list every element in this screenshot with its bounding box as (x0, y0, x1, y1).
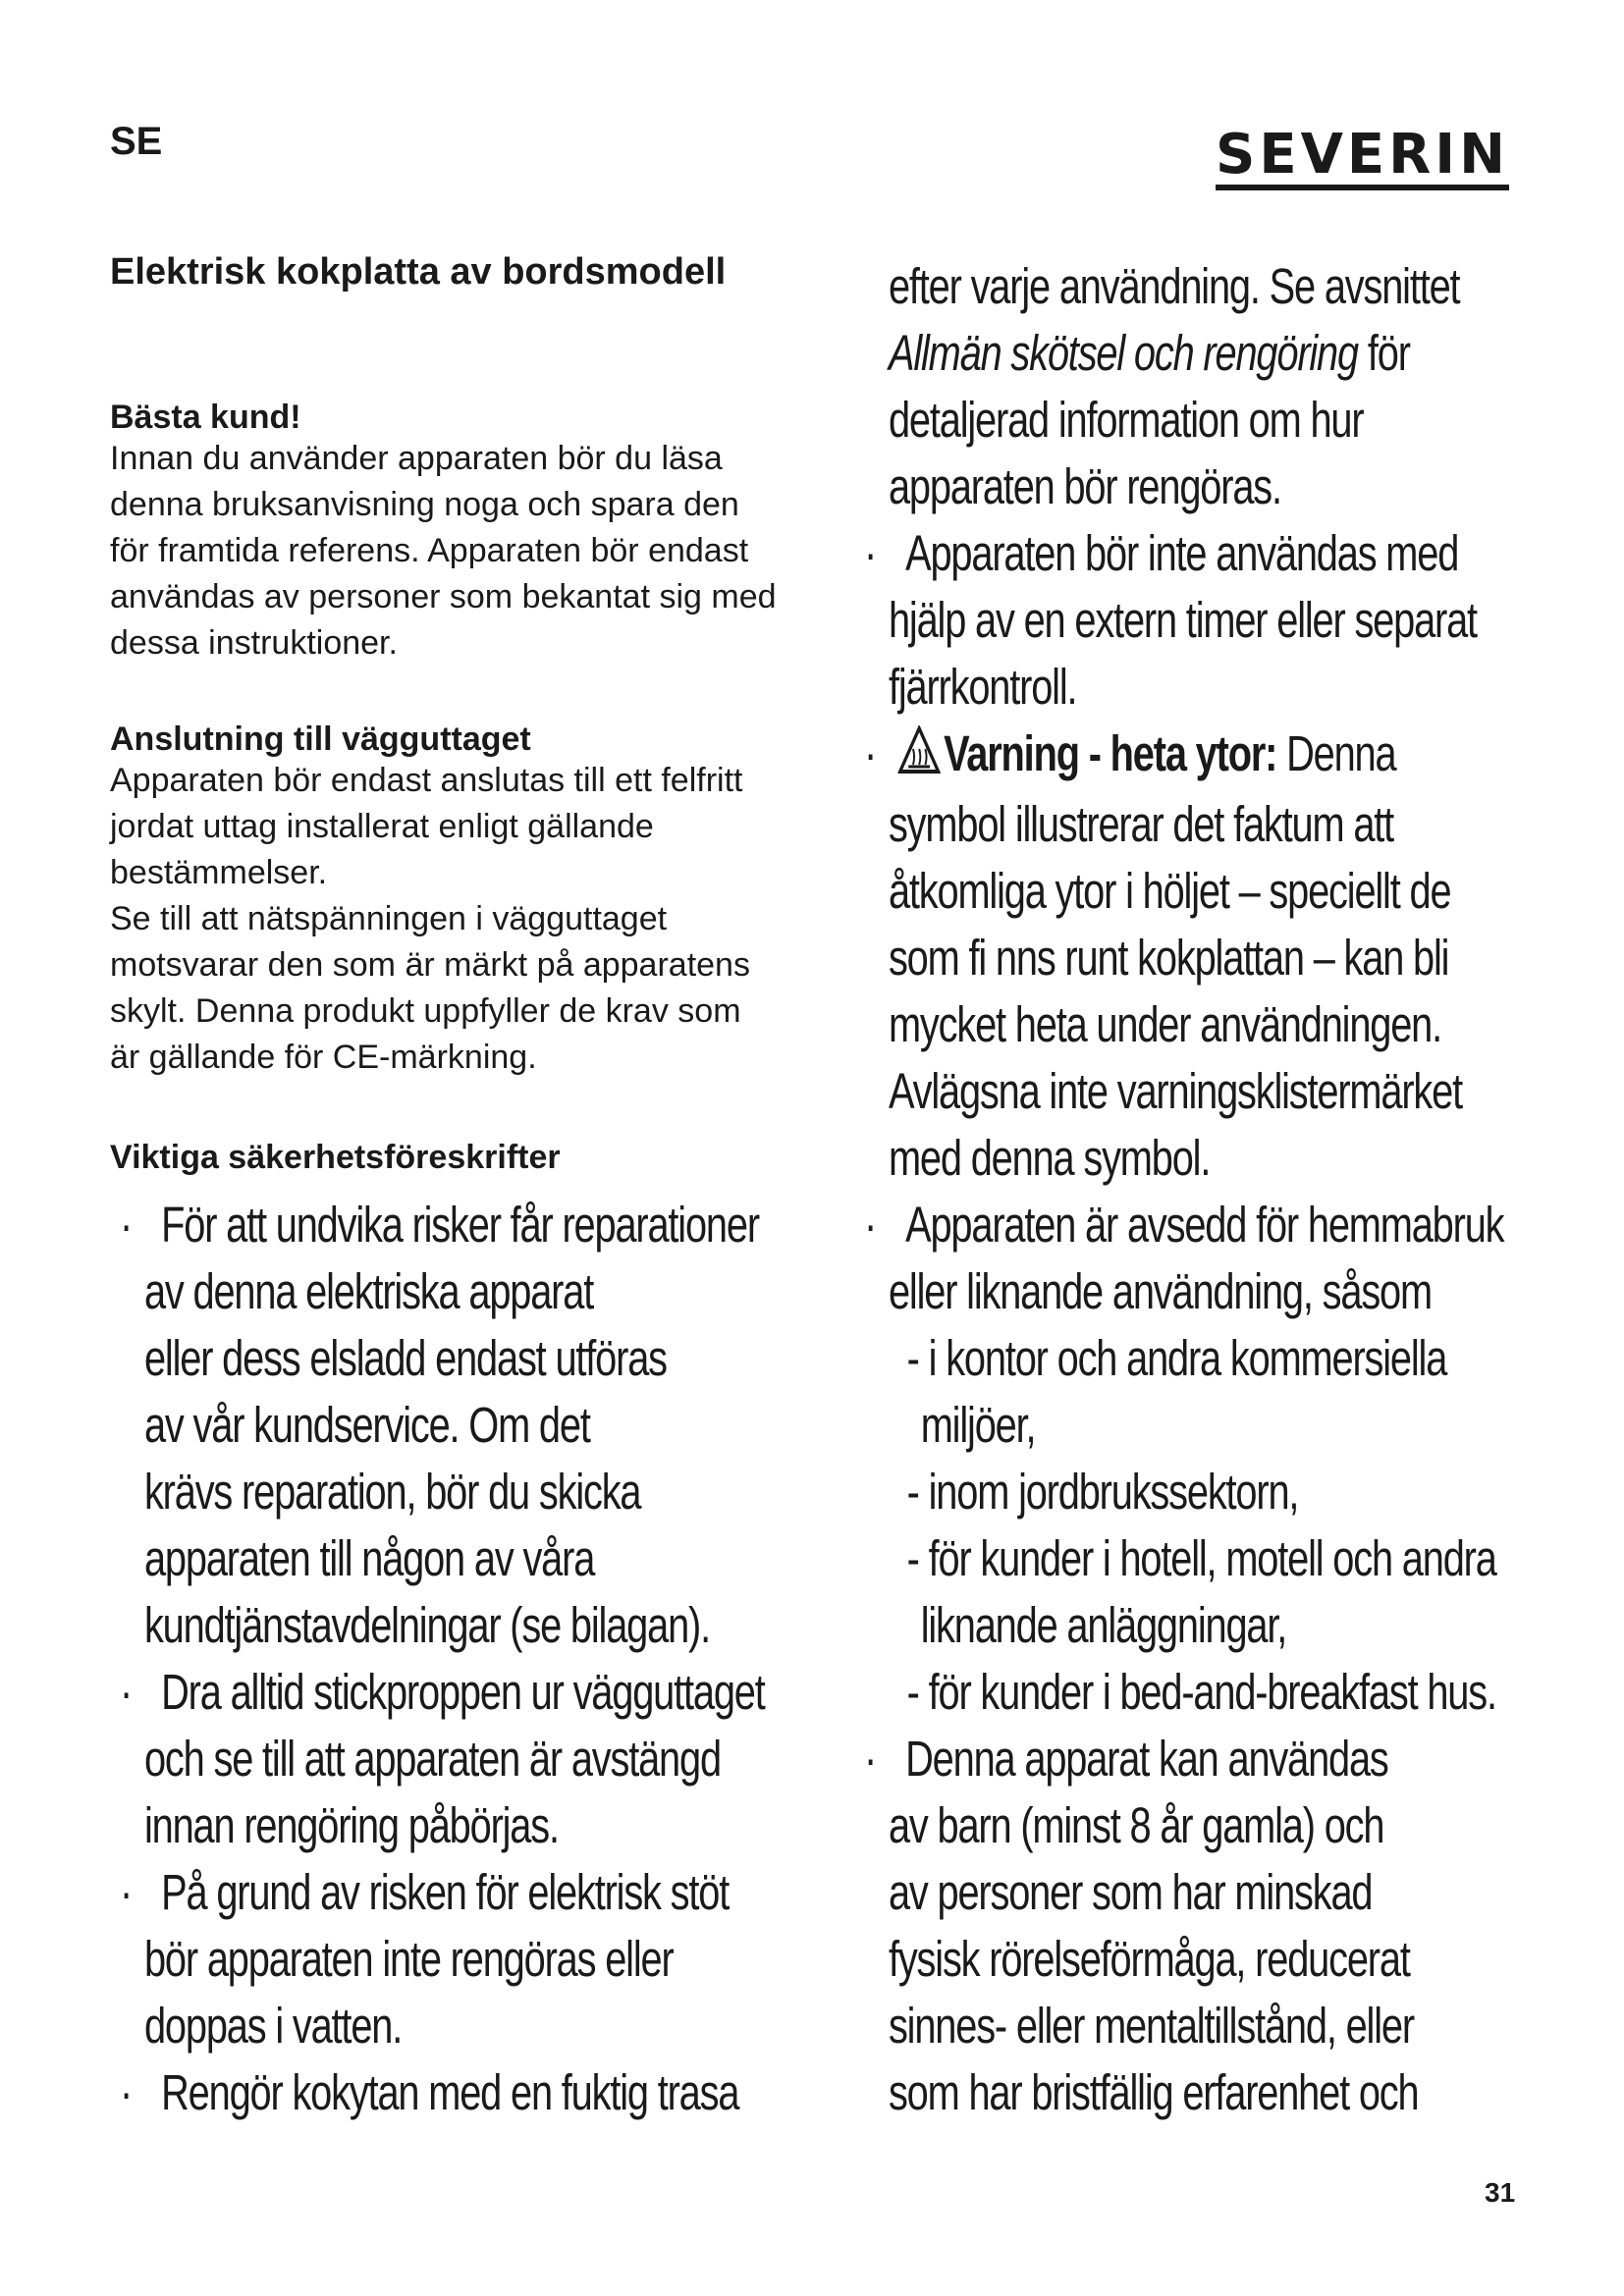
bullet: · (864, 725, 877, 781)
language-code: SE (110, 120, 163, 163)
text-line: Allmän skötsel och rengöring för (888, 325, 1410, 381)
text-line: mycket heta under användningen. (888, 996, 1442, 1052)
text-line: Apparaten bör endast anslutas till ett felfritt (110, 762, 743, 799)
safety-right-column (864, 253, 1503, 2126)
page-number: 31 (1485, 2177, 1516, 2208)
list-item: - i kontor och andra kommersiella (906, 1330, 1447, 1386)
list-item: - för kunder i bed-and-breakfast hus. (906, 1664, 1496, 1720)
page-title: Elektrisk kokplatta av bordsmodell (110, 251, 727, 293)
bullet: · (864, 525, 877, 581)
connection-text (110, 758, 797, 1081)
text-line: Avlägsna inte varningsklistermärket (888, 1063, 1462, 1119)
text-line: av personer som har minskad (888, 1864, 1373, 1920)
text-line: Se till att nätspänningen i vägguttaget (110, 900, 668, 937)
text-line: användas av personer som bekantat sig med (110, 578, 777, 615)
text-line: detaljerad information om hur (888, 392, 1364, 448)
text-line: bestämmelser. (110, 854, 328, 891)
text-line: kundtjänstavdelningar (se bilagan). (143, 1597, 710, 1653)
text-line: efter varje användning. Se avsnittet (888, 258, 1460, 314)
text-line: dessa instruktioner. (110, 624, 398, 662)
text-line: apparaten till någon av våra (143, 1530, 595, 1586)
text-line: innan rengöring påbörjas. (143, 1797, 559, 1853)
bullet-text: På grund av risken för elektrisk stöt (161, 1864, 730, 1920)
text-line: fysisk rörelseförmåga, reducerat (888, 1931, 1410, 1987)
bullet: · (120, 1197, 133, 1253)
text-line: Innan du använder apparaten bör du läsa (110, 440, 723, 477)
connection-heading: Anslutning till vägguttaget (110, 721, 531, 758)
text-line: denna bruksanvisning noga och spara den (110, 486, 739, 523)
text-line: är gällande för CE-märkning. (110, 1039, 537, 1076)
bullet: · (120, 1664, 133, 1720)
text-line: apparaten bör rengöras. (888, 458, 1281, 514)
text-line: sinnes- eller mentaltillstånd, eller (888, 1998, 1414, 2054)
bullet-text: Rengör kokytan med en fuktig trasa (161, 2064, 739, 2120)
bullet: · (120, 2064, 133, 2120)
text-line: bör apparaten inte rengöras eller (143, 1931, 674, 1987)
intro-heading: Bästa kund! (110, 399, 301, 436)
text-line: motsvarar den som är märkt på apparatens (110, 946, 750, 984)
text-line: symbol illustrerar det faktum att (888, 796, 1394, 852)
text-line: som fi nns runt kokplattan – kan bli (888, 930, 1449, 986)
bullet-text: För att undvika risker får reparationer (161, 1197, 759, 1253)
bullet-text: Denna (1276, 725, 1396, 781)
text-line: doppas i vatten. (143, 1998, 403, 2054)
text-line: av denna elektriska apparat (143, 1263, 594, 1319)
text-line: krävs reparation, bör du skicka (143, 1464, 641, 1520)
text-line: jordat uttag installerat enligt gällande (110, 808, 654, 845)
text-line: av barn (minst 8 år gamla) och (888, 1797, 1384, 1853)
text-line: med denna symbol. (888, 1130, 1211, 1186)
bullet: · (120, 1864, 133, 1920)
intro-text (110, 436, 797, 667)
bullet: · (864, 1731, 877, 1787)
text-line: eller liknande användning, såsom (888, 1263, 1432, 1319)
bullet-text: Apparaten bör inte användas med (905, 525, 1459, 581)
text-line: åtkomliga ytor i höljet – speciellt de (888, 863, 1451, 919)
text-line: skylt. Denna produkt uppfyller de krav som (110, 992, 741, 1030)
bullet-text: Dra alltid stickproppen ur vägguttaget (161, 1664, 765, 1720)
text-line: hjälp av en extern timer eller separat (888, 592, 1477, 648)
severin-logo: SEVERIN (1216, 128, 1509, 190)
text-line: och se till att apparaten är avstängd (143, 1731, 721, 1787)
list-item: miljöer, (920, 1397, 1036, 1453)
text-line: av vår kundservice. Om det (143, 1397, 590, 1453)
list-item: - för kunder i hotell, motell och andra (906, 1530, 1496, 1586)
household-list (864, 1325, 1503, 1726)
list-item: - inom jordbrukssektorn, (906, 1464, 1299, 1520)
hot-surface-warning-icon (897, 724, 941, 791)
italic-reference: Allmän skötsel och rengöring (888, 325, 1358, 381)
text-line: som har bristfällig erfarenhet och (888, 2064, 1419, 2120)
bullet-text: Apparaten är avsedd för hemmabruk (905, 1197, 1504, 1253)
bullet: · (864, 1197, 877, 1253)
text-line: eller dess elsladd endast utföras (143, 1330, 667, 1386)
warning-label: Varning - heta ytor: (944, 725, 1277, 781)
text-line: för framtida referens. Apparaten bör endast (110, 532, 749, 569)
safety-heading: Viktiga säkerhetsföreskrifter (110, 1139, 561, 1176)
bullet-text: Denna apparat kan användas (905, 1731, 1388, 1787)
safety-left-column (120, 1192, 765, 2126)
text-line: fjärrkontroll. (888, 659, 1077, 715)
list-item: liknande anläggningar, (920, 1597, 1287, 1653)
